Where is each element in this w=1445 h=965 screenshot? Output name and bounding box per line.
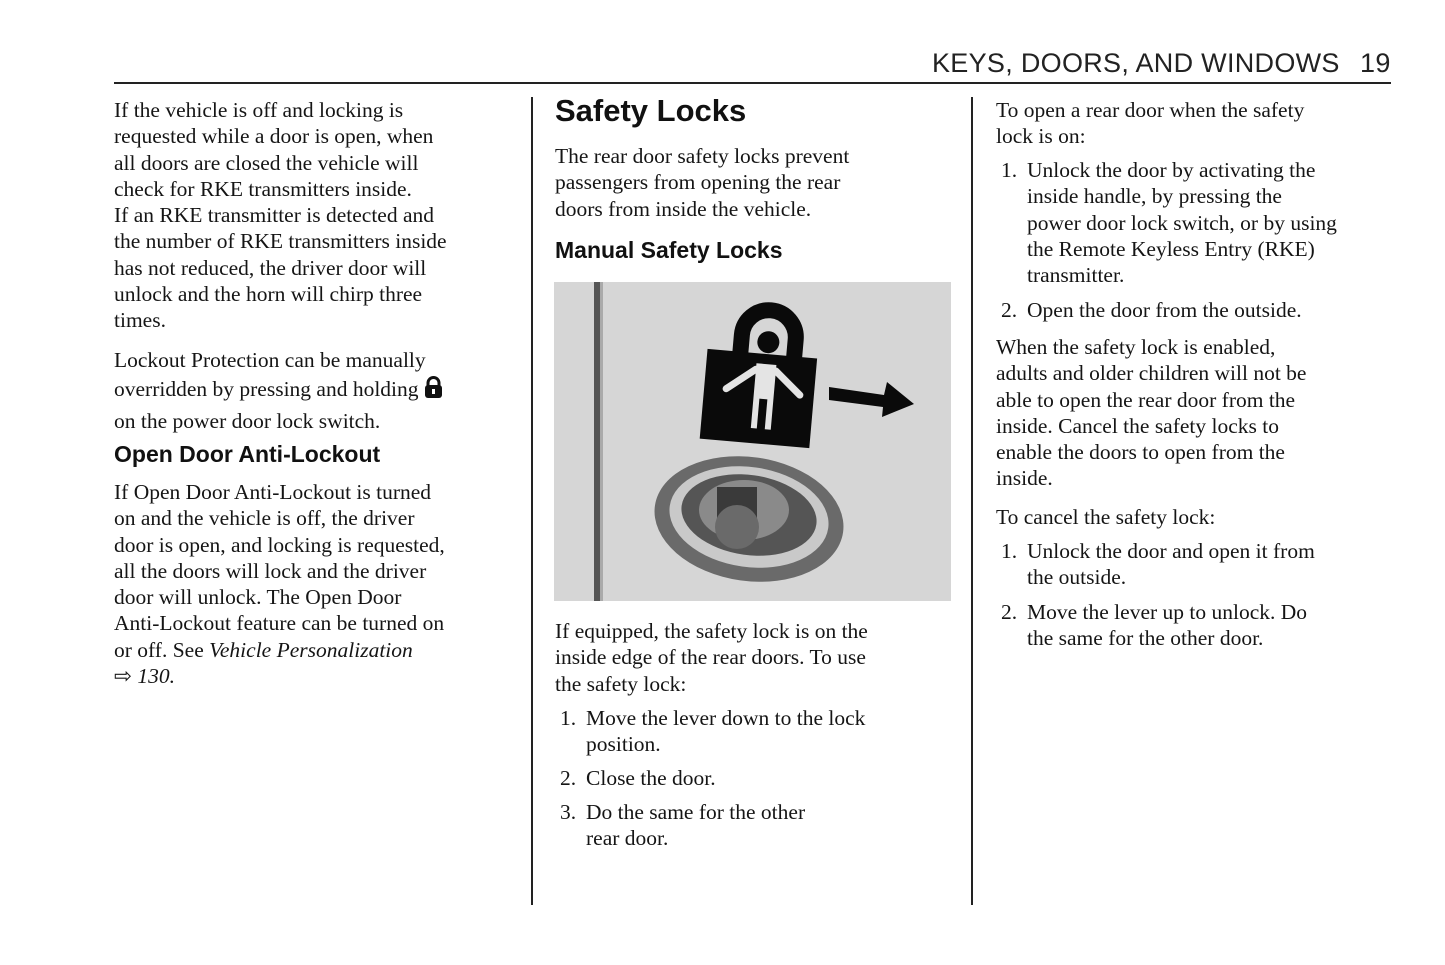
step-text: Unlock the door and open it from the outside.: [1027, 539, 1315, 590]
section-heading: Manual Safety Locks: [555, 237, 783, 263]
list-item: [1001, 297, 1302, 323]
step-text: Do the same for the other rear door.: [586, 800, 806, 851]
paragraph: To open a rear door when the safety lock is on:: [996, 98, 1305, 149]
step-text: Move the lever down to the lock position.: [586, 706, 866, 757]
step-text: Move the lever up to unlock. Do the same for the other door.: [1027, 600, 1308, 651]
paragraph: [114, 479, 445, 689]
step-number: 1.: [1001, 539, 1018, 563]
paragraph: When the safety lock is enabled, adults and older children will not be able to open the rear door from the inside. Cancel the safety locks to enable the doors to open from the inside.: [996, 335, 1307, 491]
step-number: 2.: [560, 766, 577, 790]
list-item: [560, 765, 716, 791]
list-item: [560, 705, 865, 758]
column-divider: [971, 97, 973, 905]
paragraph: If the vehicle is off and locking is requested while a door is open, when all doors are closed the vehicle will check for RKE transmitters inside. If an RKE transmitter is detected and the number of RKE transmitters inside has not reduced, the driver door will unlock and the horn will chirp three times.: [114, 98, 447, 333]
paragraph: To cancel the safety lock:: [996, 505, 1216, 529]
paragraph: The rear door safety locks prevent passengers from opening the rear doors from inside the vehicle.: [555, 144, 850, 221]
list-item: [560, 799, 805, 852]
step-text: Close the door.: [586, 766, 716, 790]
page-reference-arrow-icon: ⇨: [114, 664, 133, 689]
child-safety-lock-icon: [554, 282, 951, 601]
header-rule: [114, 82, 1391, 84]
step-text: Unlock the door by activating the inside handle, by pressing the power door lock switch, or by using the Remote Keyless Entry (RKE) transmitter.: [1027, 158, 1337, 288]
step-number: 2.: [1001, 298, 1018, 322]
paragraph: If equipped, the safety lock is on the inside edge of the rear doors. To use the safety lock:: [555, 619, 868, 696]
page-reference[interactable]: 130.: [137, 664, 176, 689]
page-number: 19: [1360, 48, 1391, 78]
list-item: [1001, 538, 1315, 591]
step-number: 3.: [560, 800, 577, 824]
paragraph-text: on the power door lock switch.: [114, 409, 381, 433]
paragraph-text: Lockout Protection can be manually overridden by pressing and holding: [114, 348, 426, 401]
list-item: [1001, 157, 1337, 288]
cross-reference-link[interactable]: Vehicle Personalization: [209, 637, 413, 662]
column-divider: [531, 97, 533, 905]
lock-icon: [424, 376, 443, 407]
paragraph: [114, 346, 443, 436]
paragraph-text: If Open Door Anti-Lockout is turned on and the vehicle is off, the driver door is open, and locking is requested, all the doors will lock and the driver door will unlock. The Open Door Anti-Lockout feature can be turned on or off. See: [114, 480, 445, 662]
page-title: Safety Locks: [555, 93, 747, 128]
step-number: 1.: [1001, 158, 1018, 182]
list-item: [1001, 599, 1307, 652]
running-header-section: KEYS, DOORS, AND WINDOWS: [932, 48, 1340, 78]
step-text: Open the door from the outside.: [1027, 298, 1302, 322]
section-heading: Open Door Anti-Lockout: [114, 441, 381, 467]
child-safety-lock-illustration: [554, 282, 951, 601]
step-number: 2.: [1001, 600, 1018, 624]
step-number: 1.: [560, 706, 577, 730]
